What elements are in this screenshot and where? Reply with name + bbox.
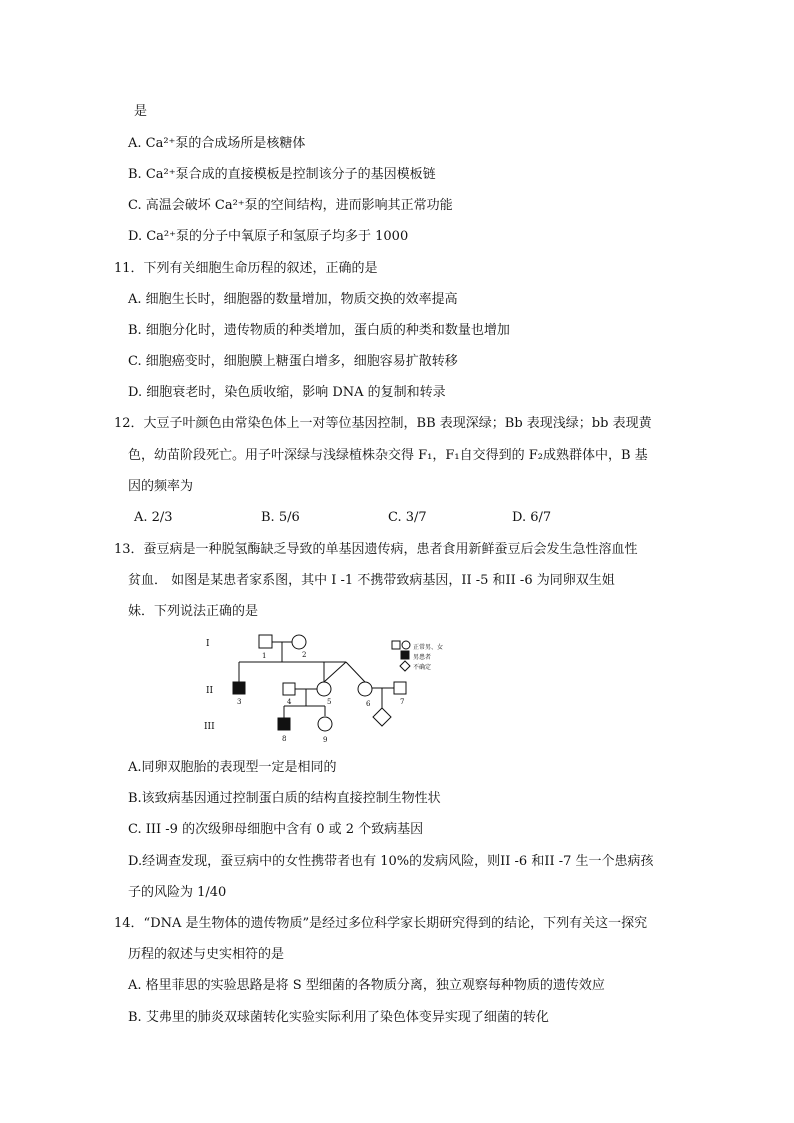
q11-option-a: A. 细胞生长时，细胞器的数量增加，物质交换的效率提高 xyxy=(128,292,458,307)
legend-uncertain-label: 不确定 xyxy=(413,664,432,671)
q11-option-c: C. 细胞癌变时，细胞膜上糖蛋白增多，细胞容易扩散转移 xyxy=(128,354,458,369)
individual-5-label: 5 xyxy=(327,698,332,706)
individual-8-label: 8 xyxy=(282,735,287,743)
q13-option-a: A.同卵双胞胎的表现型一定是相同的 xyxy=(128,760,337,775)
individual-9-symbol xyxy=(318,717,332,731)
q12-option-a: A. 2/3 xyxy=(134,510,173,525)
individual-1-symbol xyxy=(259,635,272,648)
q13-option-d-line-1: D.经调查发现，蚕豆病中的女性携带者也有 10%的发病风险，则II -6 和II -7 生一个患病孩 xyxy=(128,854,654,869)
legend-normal-female-icon xyxy=(402,641,410,649)
q11-option-d: D. 细胞衰老时，染色质收缩，影响 DNA 的复制和转录 xyxy=(128,385,446,400)
q12-stem-line-3: 因的频率为 xyxy=(128,479,194,494)
q12-option-d: D. 6/7 xyxy=(512,510,552,525)
q10-option-c: C. 高温会破坏 Ca²⁺泵的空间结构，进而影响其正常功能 xyxy=(128,198,453,213)
individual-9-label: 9 xyxy=(323,736,328,744)
generation-label-i: I xyxy=(206,639,210,649)
pedigree-chart xyxy=(196,628,456,748)
q12-stem-line-2: 色，幼苗阶段死亡。用子叶深绿与浅绿植株杂交得 F₁，F₁自交得到的 F₂成熟群体中，B 基 xyxy=(128,448,648,463)
q13-stem-line-3: 妹．下列说法正确的是 xyxy=(128,604,259,619)
individual-2-symbol xyxy=(292,635,306,649)
individual-6-symbol xyxy=(358,682,372,696)
individual-7-symbol xyxy=(394,682,406,694)
individual-4-symbol xyxy=(283,683,295,695)
generation-label-iii: III xyxy=(204,722,215,732)
q13-option-b: B.该致病基因通过控制蛋白质的结构直接控制生物性状 xyxy=(128,791,441,806)
individual-2-label: 2 xyxy=(302,651,307,659)
twin-line-6 xyxy=(346,662,365,682)
q12-stem-line-1: 12．大豆子叶颜色由常染色体上一对等位基因控制，BB 表现深绿；Bb 表现浅绿；bb 表现黄 xyxy=(114,416,652,431)
q14-stem-line-1: 14．“DNA 是生物体的遗传物质”是经过多位科学家长期研究得到的结论，下列有关这一探究 xyxy=(114,916,648,931)
q14-option-a: A. 格里菲思的实验思路是将 S 型细菌的各物质分离，独立观察每种物质的遗传效应 xyxy=(128,978,605,993)
q11-stem: 11．下列有关细胞生命历程的叙述，正确的是 xyxy=(114,261,378,276)
individual-5-symbol xyxy=(317,682,331,696)
q10-stem-tail: 是 xyxy=(134,104,148,119)
legend-affected-male-icon xyxy=(401,651,409,659)
individual-3-symbol xyxy=(233,682,245,694)
q10-option-a: A. Ca²⁺泵的合成场所是核糖体 xyxy=(128,136,306,151)
legend-uncertain-icon xyxy=(400,661,410,671)
legend-normal-male-icon xyxy=(392,641,400,649)
q11-option-b: B. 细胞分化时，遗传物质的种类增加，蛋白质的种类和数量也增加 xyxy=(128,323,510,338)
individual-6-label: 6 xyxy=(366,700,371,708)
q13-stem-line-2: 贫血． 如图是某患者家系图，其中 I -1 不携带致病基因，II -5 和II -6 为同卵双生姐 xyxy=(128,573,615,588)
individual-4-label: 4 xyxy=(287,698,292,706)
individual-8-symbol xyxy=(278,718,290,730)
legend-normal-label: 正常男、女 xyxy=(413,644,444,651)
q13-option-c: C. III -9 的次级卵母细胞中含有 0 或 2 个致病基因 xyxy=(128,822,424,837)
q12-option-c: C. 3/7 xyxy=(388,510,427,525)
q10-option-b: B. Ca²⁺泵合成的直接模板是控制该分子的基因模板链 xyxy=(128,167,436,182)
legend-affected-label: 男患者 xyxy=(413,654,432,661)
individual-1-label: 1 xyxy=(262,652,267,660)
individual-3-label: 3 xyxy=(237,698,242,706)
q12-option-b: B. 5/6 xyxy=(261,510,300,525)
generation-label-ii: II xyxy=(206,686,214,696)
individual-7-label: 7 xyxy=(400,698,405,706)
uncertain-child-symbol xyxy=(373,708,391,726)
q14-stem-line-2: 历程的叙述与史实相符的是 xyxy=(128,947,285,962)
q10-option-d: D. Ca²⁺泵的分子中氧原子和氢原子均多于 1000 xyxy=(128,229,409,244)
q13-option-d-line-2: 子的风险为 1/40 xyxy=(128,885,227,900)
q14-option-b: B. 艾弗里的肺炎双球菌转化实验实际利用了染色体变异实现了细菌的转化 xyxy=(128,1010,549,1025)
twin-line-5 xyxy=(324,662,346,682)
q13-stem-line-1: 13．蚕豆病是一种脱氢酶缺乏导致的单基因遗传病，患者食用新鲜蚕豆后会发生急性溶血性 xyxy=(114,542,638,557)
